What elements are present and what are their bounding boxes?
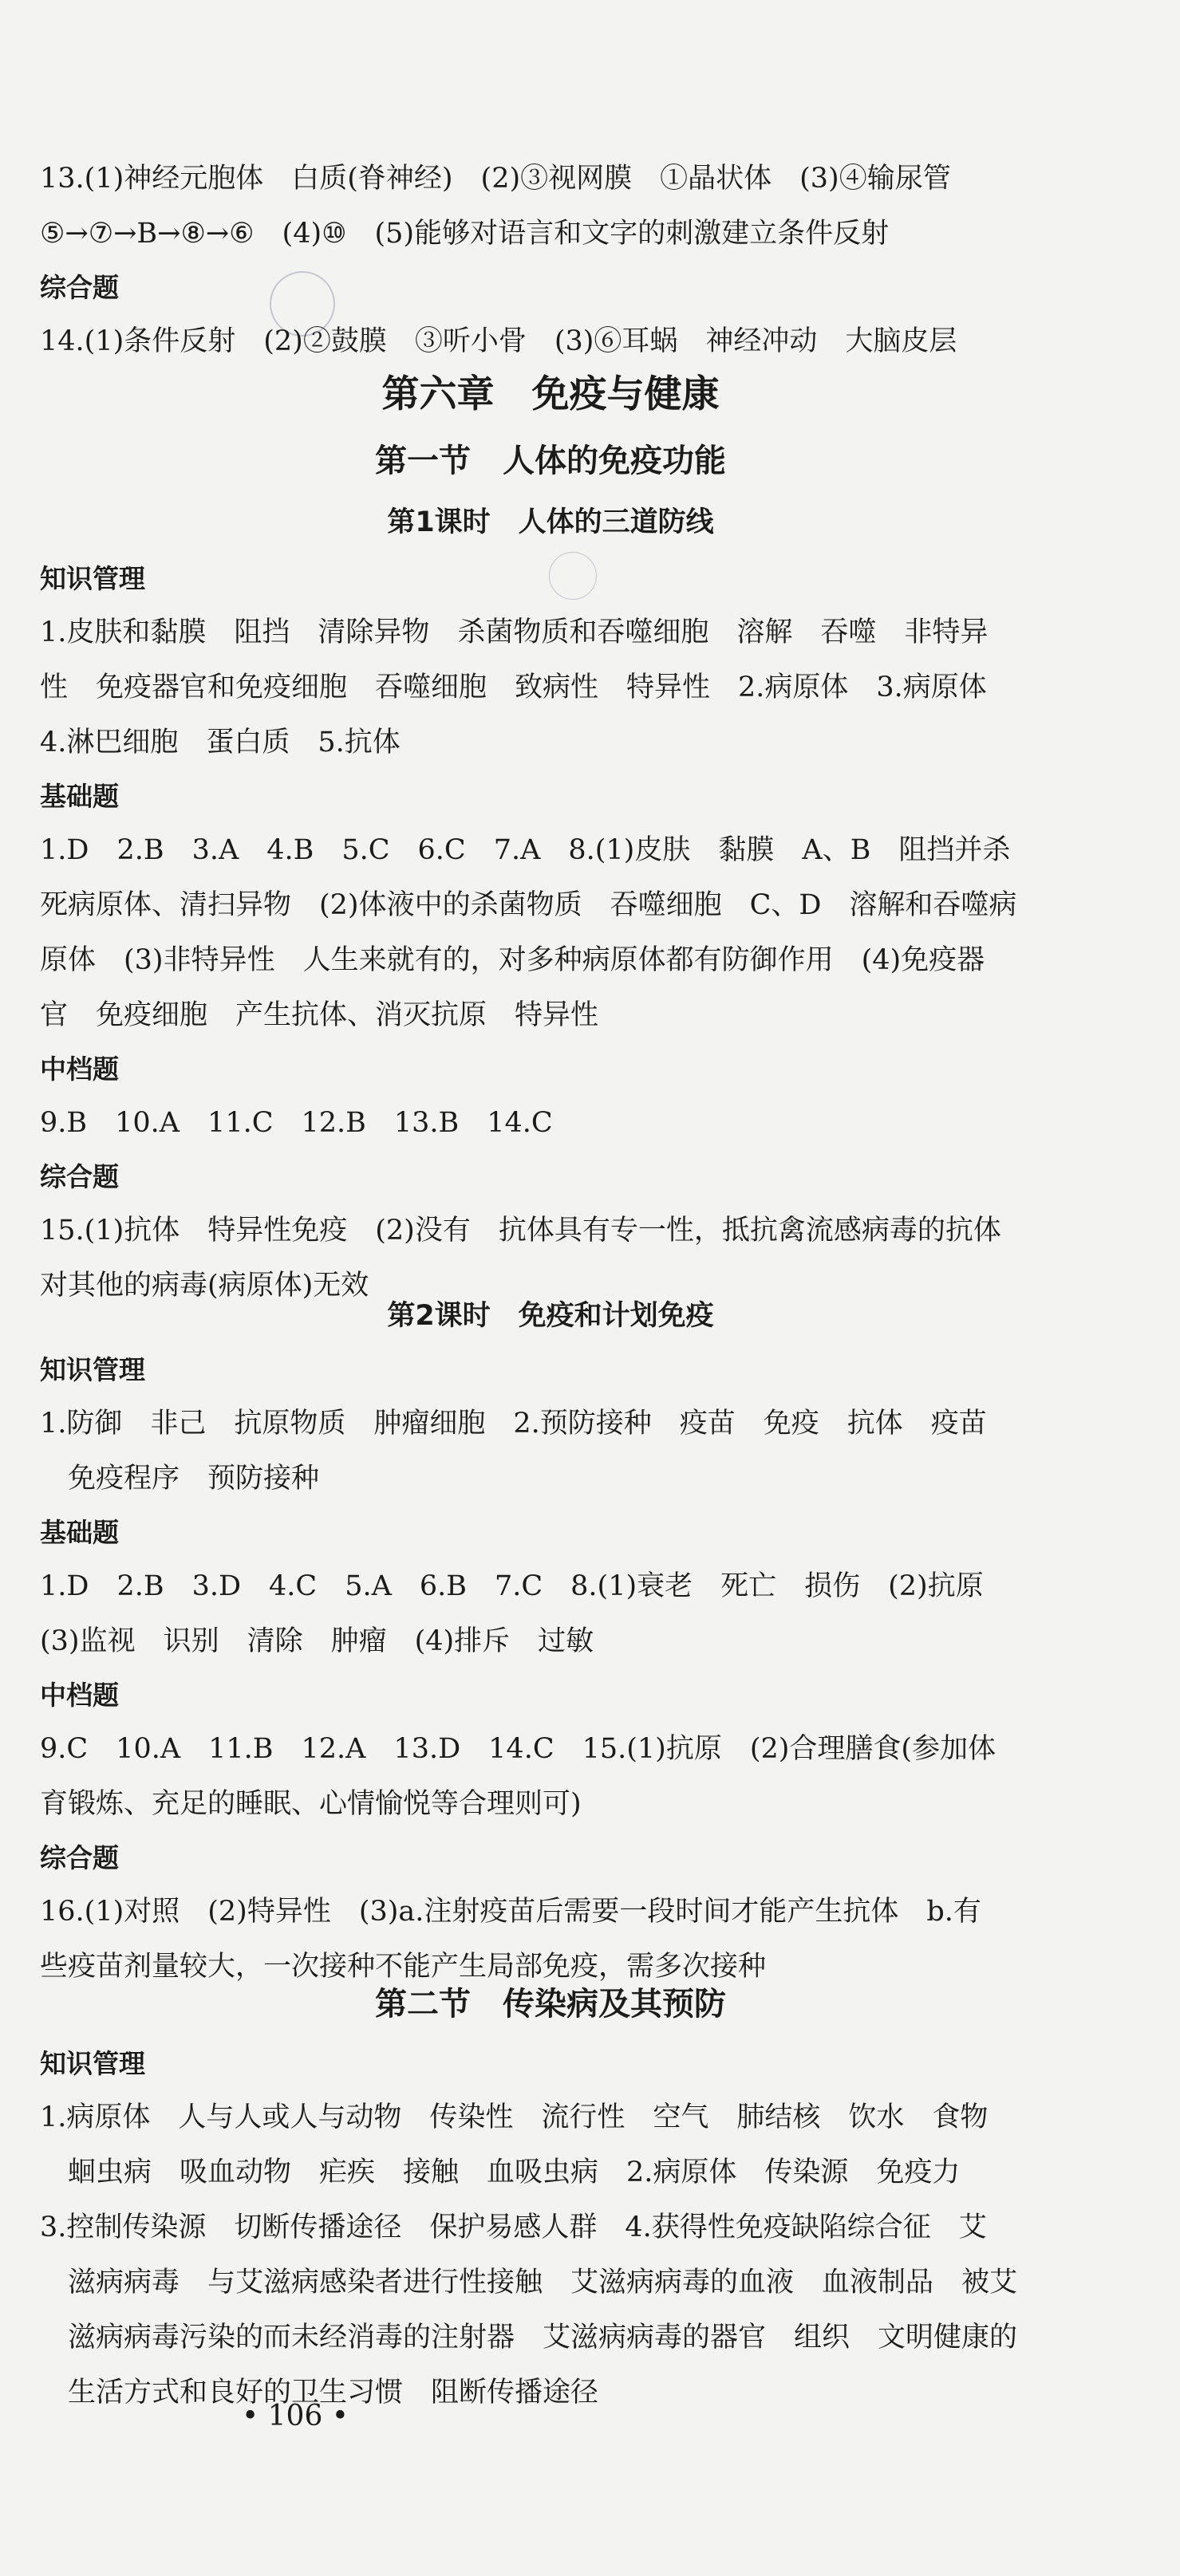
heading-jichu: 基础题 xyxy=(40,1517,119,1548)
text-line: 3.控制传染源 切断传播途径 保护易感人群 4.获得性免疫缺陷综合征 艾 xyxy=(40,2212,987,2243)
text-line: 滋病病毒 与艾滋病感染者进行性接触 艾滋病病毒的血液 血液制品 被艾 xyxy=(40,2267,1018,2298)
text-line: 1.防御 非己 抗原物质 肿瘤细胞 2.预防接种 疫苗 免疫 抗体 疫苗 xyxy=(40,1408,987,1440)
text-line: 1.皮肤和黏膜 阻挡 清除异物 杀菌物质和吞噬细胞 溶解 吞噬 非特异 xyxy=(40,616,989,648)
lesson1-block xyxy=(40,553,1069,1314)
text-line: 1.D 2.B 3.A 4.B 5.C 6.C 7.A 8.(1)皮肤 黏膜 A、B 阻挡并杀 xyxy=(40,834,1011,866)
text-line: 1.病原体 人与人或人与动物 传染性 流行性 空气 肺结核 饮水 食物 xyxy=(40,2101,989,2133)
section-title: 第二节 传染病及其预防 xyxy=(375,1986,726,2023)
text-line: 滋病病毒污染的而未经消毒的注射器 艾滋病病毒的器官 组织 文明健康的 xyxy=(40,2322,1018,2353)
text-line: ⑤→⑦→B→⑧→⑥ (4)⑩ (5)能够对语言和文字的刺激建立条件反射 xyxy=(40,218,890,250)
lesson-title: 第1课时 人体的三道防线 xyxy=(387,506,714,538)
heading-zhishi: 知识管理 xyxy=(40,1354,145,1385)
heading-zhongdang: 中档题 xyxy=(40,1680,119,1711)
text-line: 生活方式和良好的卫生习惯 阻断传播途径 xyxy=(40,2377,599,2409)
text-line: 15.(1)抗体 特异性免疫 (2)没有 抗体具有专一性，抵抗禽流感病毒的抗体 xyxy=(40,1215,1001,1247)
text-line: 性 免疫器官和免疫细胞 吞噬细胞 致病性 特异性 2.病原体 3.病原体 xyxy=(40,672,987,703)
page-number: • 106 • xyxy=(241,2400,349,2432)
section2-block xyxy=(40,2038,1069,2420)
chapter-title: 第六章 免疫与健康 xyxy=(381,372,720,416)
text-line: 原体 (3)非特异性 人生来就有的，对多种病原体都有防御作用 (4)免疫器 xyxy=(40,944,985,976)
heading-zonghe: 综合题 xyxy=(40,272,119,303)
text-line: 免疫程序 预防接种 xyxy=(40,1463,320,1495)
text-line: 1.D 2.B 3.D 4.C 5.A 6.B 7.C 8.(1)衰老 死亡 损伤 (2)抗原 xyxy=(40,1570,984,1602)
text-line: 对其他的病毒(病原体)无效 xyxy=(40,1270,369,1302)
text-line: 16.(1)对照 (2)特异性 (3)a.注射疫苗后需要一段时间才能产生抗体 b.有 xyxy=(40,1896,981,1928)
heading-zonghe: 综合题 xyxy=(40,1842,119,1873)
section-title: 第一节 人体的免疫功能 xyxy=(375,443,726,479)
heading-zhishi: 知识管理 xyxy=(40,2048,145,2079)
text-line: 育锻炼、充足的睡眠、心情愉悦等合理则可) xyxy=(40,1788,582,1820)
heading-zhongdang: 中档题 xyxy=(40,1054,119,1085)
text-line: (3)监视 识别 清除 肿瘤 (4)排斥 过敏 xyxy=(40,1625,594,1657)
text-line: 些疫苗剂量较大，一次接种不能产生局部免疫，需多次接种 xyxy=(40,1951,767,1983)
heading-zhishi: 知识管理 xyxy=(40,563,145,594)
text-line: 4.淋巴细胞 蛋白质 5.抗体 xyxy=(40,727,401,758)
text-line: 官 免疫细胞 产生抗体、消灭抗原 特异性 xyxy=(40,999,599,1031)
text-line: 死病原体、清扫异物 (2)体液中的杀菌物质 吞噬细胞 C、D 溶解和吞噬病 xyxy=(40,889,1017,921)
heading-zonghe: 综合题 xyxy=(40,1161,119,1192)
text-line: 13.(1)神经元胞体 白质(脊神经) (2)③视网膜 ①晶状体 (3)④输尿管 xyxy=(40,163,951,195)
lesson2-block xyxy=(40,1344,1069,1995)
text-line: 9.B 10.A 11.C 12.B 13.B 14.C xyxy=(40,1107,553,1139)
q13-block xyxy=(40,152,1069,369)
lesson-title: 第2课时 免疫和计划免疫 xyxy=(387,1300,714,1332)
text-line: 蛔虫病 吸血动物 疟疾 接触 血吸虫病 2.病原体 传染源 免疫力 xyxy=(40,2157,961,2188)
heading-jichu: 基础题 xyxy=(40,781,119,812)
text-line: 14.(1)条件反射 (2)②鼓膜 ③听小骨 (3)⑥耳蜗 神经冲动 大脑皮层 xyxy=(40,325,957,357)
text-line: 9.C 10.A 11.B 12.A 13.D 14.C 15.(1)抗原 (2)合理膳食(参加体 xyxy=(40,1733,996,1765)
